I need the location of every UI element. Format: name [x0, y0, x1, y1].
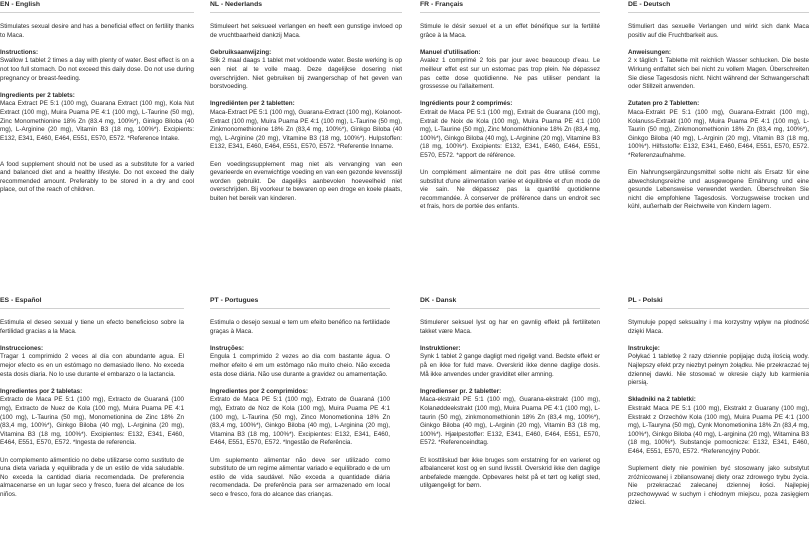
warning-text: Ein Nahrungsergänzungsmittel sollte nicht als Ersatz für eine abwechslungsreiche und ausgewogene Ernährung und eine gesunde Lebensweise verwendet werden. Überschreiten Sie nicht die empfohlene Tagesdosis. Vorzugsweise trocken und kühl, außerhalb der Reichweite von Kindern lagern. [628, 169, 809, 211]
ingredients-heading: Ingredienser pr. 2 tabletter: [420, 387, 502, 395]
intro-text: Stimuleert het seksueel verlangen en heeft een gunstige invloed op de vruchtbaarheid dankzij Maca. [210, 23, 402, 39]
ingredients-text: Extrato de Maca PE 5:1 (100 mg), Extrato de Guaraná (100 mg), Extrato de Noz de Kola (100 mg), Muira Puama PE 4:1 (100 mg), L-Taurina (50 mg), Zinco Monometionina 18% Zn (83,4 mg, 100%*), Ginkgo Biloba (40 mg), L-Arginina (20 mg), Vitamina B3 (18 mg, 100%*). Excipientes: E132, E341, E460, E464, E551, E570, E572. *Ingestão de Referência. [210, 396, 390, 447]
ingredients-heading: Ingredients per 2 tablets: [0, 91, 75, 99]
warning-text: Um suplemento alimentar não deve ser utilizado como substituto de um regime alimentar variado e equilibrado e de um estilo de vida saudável. Não exceda a quantidade diária recomendada. De preferência para ser armazenado em local seco e fresco, fora do alcance das crianças. [210, 456, 390, 498]
instructions-heading: Gebruiksaanwijzing: [210, 48, 272, 56]
panel-dk [420, 296, 600, 491]
ingredients-heading: Ingrediënten per 2 tabletten: [210, 100, 295, 108]
ingredients-text: Maca-ekstrakt PE 5:1 (100 mg), Guarana-ekstrakt (100 mg), Kolanøddeekstrakt (100 mg), Muira Puama PE 4:1 (100 mg), L-taurin (50 mg), zinkmonomethionin 18% Zn (83,4 mg, 100%*), Ginkgo Biloba (40 mg), L-Arginin (20 mg), Vitamin B3 (18 mg, 100%*). Hjælpestoffer: E132, E341, E460, E464, E551, E570, E572. *Referenceindtag. [420, 396, 600, 447]
panel-pl [628, 296, 809, 508]
language-heading: EN - English [0, 0, 194, 13]
instructions-heading: Manuel d'utilisation: [420, 48, 481, 56]
ingredients-heading: Zutaten pro 2 Tabletten: [628, 100, 700, 108]
intro-text: Stimulates sexual desire and has a beneficial effect on fertility thanks to Maca. [0, 23, 194, 39]
warning-text: Et kosttilskud bør ikke bruges som erstatning for en varieret og afbalanceret kost og en sund livsstil. Overskrid ikke den daglige anbefalede mængde. Opbevares helst på et tørt og køligt sted, utilgængeligt for børn. [420, 456, 600, 490]
language-heading: PT - Portugues [210, 296, 390, 309]
ingredients-heading: Ingrédients pour 2 comprimés: [420, 100, 513, 108]
intro-text: Stimulerer seksuel lyst og har en gavnlig effekt på fertiliteten takket være Maca. [420, 319, 600, 335]
warning-text: Een voedingssupplement mag niet als vervanging van een gevarieerde en evenwichtige voeding en van een gezonde levensstijl worden gebruikt. De dagelijks aanbevolen hoeveelheid niet overschrijden. Bij voorkeur te bewaren op een droge en koele plaats, buiten het bereik van kinderen. [210, 160, 402, 202]
instructions-heading: Instructions: [0, 48, 39, 56]
language-heading: DK - Dansk [420, 296, 600, 309]
instructions-heading: Instruções: [210, 344, 244, 352]
ingredients-text: Extracto de Maca PE 5:1 (100 mg), Extracto de Guaraná (100 mg), Extracto de Nuez de Kola (100 mg), Muira Puama PE 4:1 (100 mg), L-Taurina (50 mg), Monometionina de Zinc 18% Zn (83,4 mg, 100%*), Ginkgo Biloba (40 mg), L-Arginina (20 mg), Vitamina B3 (18 mg, 100%*). Excipientes: E132, E341, E460, E464, E551, E570, E572. *Ingesta de referencia. [0, 396, 184, 447]
language-heading: PL - Polski [628, 296, 809, 309]
warning-text: Un complemento alimenticio no debe utilizarse como sustituto de una dieta variada y equilibrada y de un estilo de vida saludable. No exceda la cantidad diaria recomendada. De preferencia almacenarse en un lugar seco y fresco, fuera del alcance de los niños. [0, 456, 184, 498]
instructions-heading: Instruktioner: [420, 344, 461, 352]
panel-fr [420, 0, 600, 212]
language-heading: ES - Español [0, 296, 184, 309]
warning-text: Un complément alimentaire ne doit pas être utilisé comme substitut d'une alimentation variée et équilibrée et d'un mode de vie sain. Ne dépassez pas la quantité quotidienne recommandée. À conserver de préférence dans un endroit sec et frais, hors de portée des enfants. [420, 169, 600, 211]
intro-text: Estimula o desejo sexual e tem um efeito benéfico na fertilidade graças à Maca. [210, 319, 390, 335]
instructions-text: Slik 2 maal daags 1 tablet met voldoende water. Beste werking is op een niet al te volle maag. Deze dagelijkse dosering niet overschrijden. Niet gebruiken bij zwangerschap of het geven van borstvoeding. [210, 57, 402, 91]
instructions-text: Engula 1 comprimido 2 vezes ao dia com bastante água. O melhor efeito é em um estômago não muito cheio. Não exceda esta dose diária. Não use durante a gravidez ou amamentação. [210, 353, 390, 378]
language-heading: NL - Nederlands [210, 0, 402, 13]
ingredients-text: Maca-Extrakt PE 5:1 (100 mg), Guarana-Extrakt (100 mg), Kolanuss-Extrakt (100 mg), Muira Puama PE 4:1 (100 mg), L-Taurin (50 mg), Zinkmonomethionin 18% Zn (83,4 mg, 100%*), Ginkgo Biloba (40 mg), L-Arginin (20 mg), Vitamin B3 (18 mg, 100%*). Hilfsstoffe: E132, E341, E460, E464, E551, E570, E572. *Referenzaufnahme. [628, 108, 809, 159]
instructions-text: Połykać 1 tabletkę 2 razy dziennie popijając dużą ilością wody. Najlepszy efekt przy niezbyt pełnym żołądku. Nie przekraczać tej dziennej dawki. Nie stosować w okresie ciąży lub karmienia piersią. [628, 353, 809, 387]
panel-en [0, 0, 194, 195]
instructions-text: 2 x täglich 1 Tablette mit reichlich Wasser schlucken. Die beste Wirkung entfaltet sich bei nicht zu vollem Magen. Überschreiten Sie diese Tagesdosis nicht. Nicht während der Schwangerschaft oder Stillzeit anwenden. [628, 57, 809, 91]
ingredients-text: Maca-Extract PE 5:1 (100 mg), Guarana-Extract (100 mg), Kolanoot-Extract (100 mg), Muira Puama PE 4:1 (100 mg), L-Taurine (50 mg), Zinkmonomethionine 18% Zn (83,4 mg, 100%*), Ginkgo Biloba (40 mg), L-Arginine (20 mg), Vitamine B3 (18 mg, 100%*). Hulpstoffen: E132, E341, E460, E464, E551, E570, E572. *Referentie Inname. [210, 108, 402, 151]
panel-pt [210, 296, 390, 499]
language-heading: DE - Deutsch [628, 0, 809, 13]
intro-text: Estimula el deseo sexual y tiene un efecto beneficioso sobre la fertilidad gracias a la Maca. [0, 319, 184, 335]
ingredients-heading: Ingredientes por 2 comprimidos: [210, 387, 308, 395]
instructions-heading: Instrukcje: [628, 344, 660, 352]
intro-text: Stimuliert das sexuelle Verlangen und wirkt sich dank Maca positiv auf die Fruchtbarkeit aus. [628, 23, 809, 39]
instructions-text: Avalez 1 comprimé 2 fois par jour avec beaucoup d'eau. Le meilleur effet est sur un estomac pas trop plein. Ne dépassez pas cette dose quotidienne. Ne pas utiliser pendant la grossesse ou l'allaitement. [420, 57, 600, 91]
instructions-text: Synk 1 tablet 2 gange dagligt med rigeligt vand. Bedste effekt er på en ikke for fuld mave. Overskrid ikke denne daglige dosis. Må ikke anvendes under graviditet eller amning. [420, 353, 600, 378]
panel-es [0, 296, 184, 499]
language-heading: FR - Français [420, 0, 600, 13]
ingredients-text: Maca Extract PE 5:1 (100 mg), Guarana Extract (100 mg), Kola Nut Extract (100 mg), Muira Puama PE 4:1 (100 mg), L-Taurine (50 mg), Zinc Monomethionine 18% Zn (83.4 mg, 100%*), Ginkgo Biloba (40 mg), L-Arginine (20 mg), Vitamin B3 (18 mg, 100%*). Excipients: E132, E341, E460, E464, E551, E570, E572. *Reference Intake. [0, 100, 194, 142]
warning-text: Suplement diety nie powinien być stosowany jako substytut zróżnicowanej i zbilansowanej diety oraz zdrowego trybu życia. Nie przekraczać zalecanej dziennej ilości. Najlepiej przechowywać w suchym i chłodnym miejscu, poza zasięgiem dzieci. [628, 465, 809, 507]
instructions-heading: Instrucciones: [0, 344, 44, 352]
intro-text: Stimule le désir sexuel et a un effet bénéfique sur la fertilité grâce à la Maca. [420, 23, 600, 39]
panel-nl [210, 0, 402, 203]
instructions-text: Tragar 1 comprimido 2 veces al día con abundante agua. El mejor efecto es en un estómago no demasiado lleno. No exceda esta dosis diaria. No lo use durante el embarazo o la lactancia. [0, 353, 184, 378]
instructions-text: Swallow 1 tablet 2 times a day with plenty of water. Best effect is on a not too full stomach. Do not exceed this daily dose. Do not use during pregnancy or breast-feeding. [0, 57, 194, 82]
ingredients-heading: Składniki na 2 tabletki: [628, 396, 696, 404]
ingredients-text: Extrait de Maca PE 5:1 (100 mg), Extrait de Guarana (100 mg), Extrait de Noix de Kola (100 mg), Muira Puama PE 4:1 (100 mg), L-Taurine (50 mg), Zinc Monométhionine 18% Zn (83,4 mg, 100%*), Ginkgo Biloba (40 mg), L-Arginine (20 mg), Vitamine B3 (18 mg, 100%*). Excipients: E132, E341, E460, E464, E551, E570, E572. *apport de référence. [420, 108, 600, 159]
instructions-heading: Anweisungen: [628, 48, 672, 56]
warning-text: A food supplement should not be used as a substitute for a varied and balanced diet and a healthy lifestyle. Do not exceed the daily recommended amount. Preferably to be stored in a dry and cool place, out of the reach of children. [0, 160, 194, 194]
ingredients-heading: Ingredientes por 2 tabletas: [0, 387, 83, 395]
intro-text: Stymuluje popęd seksualny i ma korzystny wpływ na płodność dzięki Maca. [628, 319, 809, 335]
panel-de [628, 0, 809, 212]
ingredients-text: Ekstrakt Maca PE 5:1 (100 mg), Ekstrakt z Guarany (100 mg), Ekstrakt z Orzechów Kola (100 mg), Muira Puama PE 4:1 (100 mg), L-Tauryna (50 mg), Cynk Monometionina 18% Zn (83,4 mg, 100%*), Ginkgo Biloba (40 mg), L-arginina (20 mg), Witamina B3 (18 mg, 100%*). Substancje pomocnicze: E132, E341, E460, E464, E551, E570, E572. *Referencyjny Pobór. [628, 404, 809, 455]
